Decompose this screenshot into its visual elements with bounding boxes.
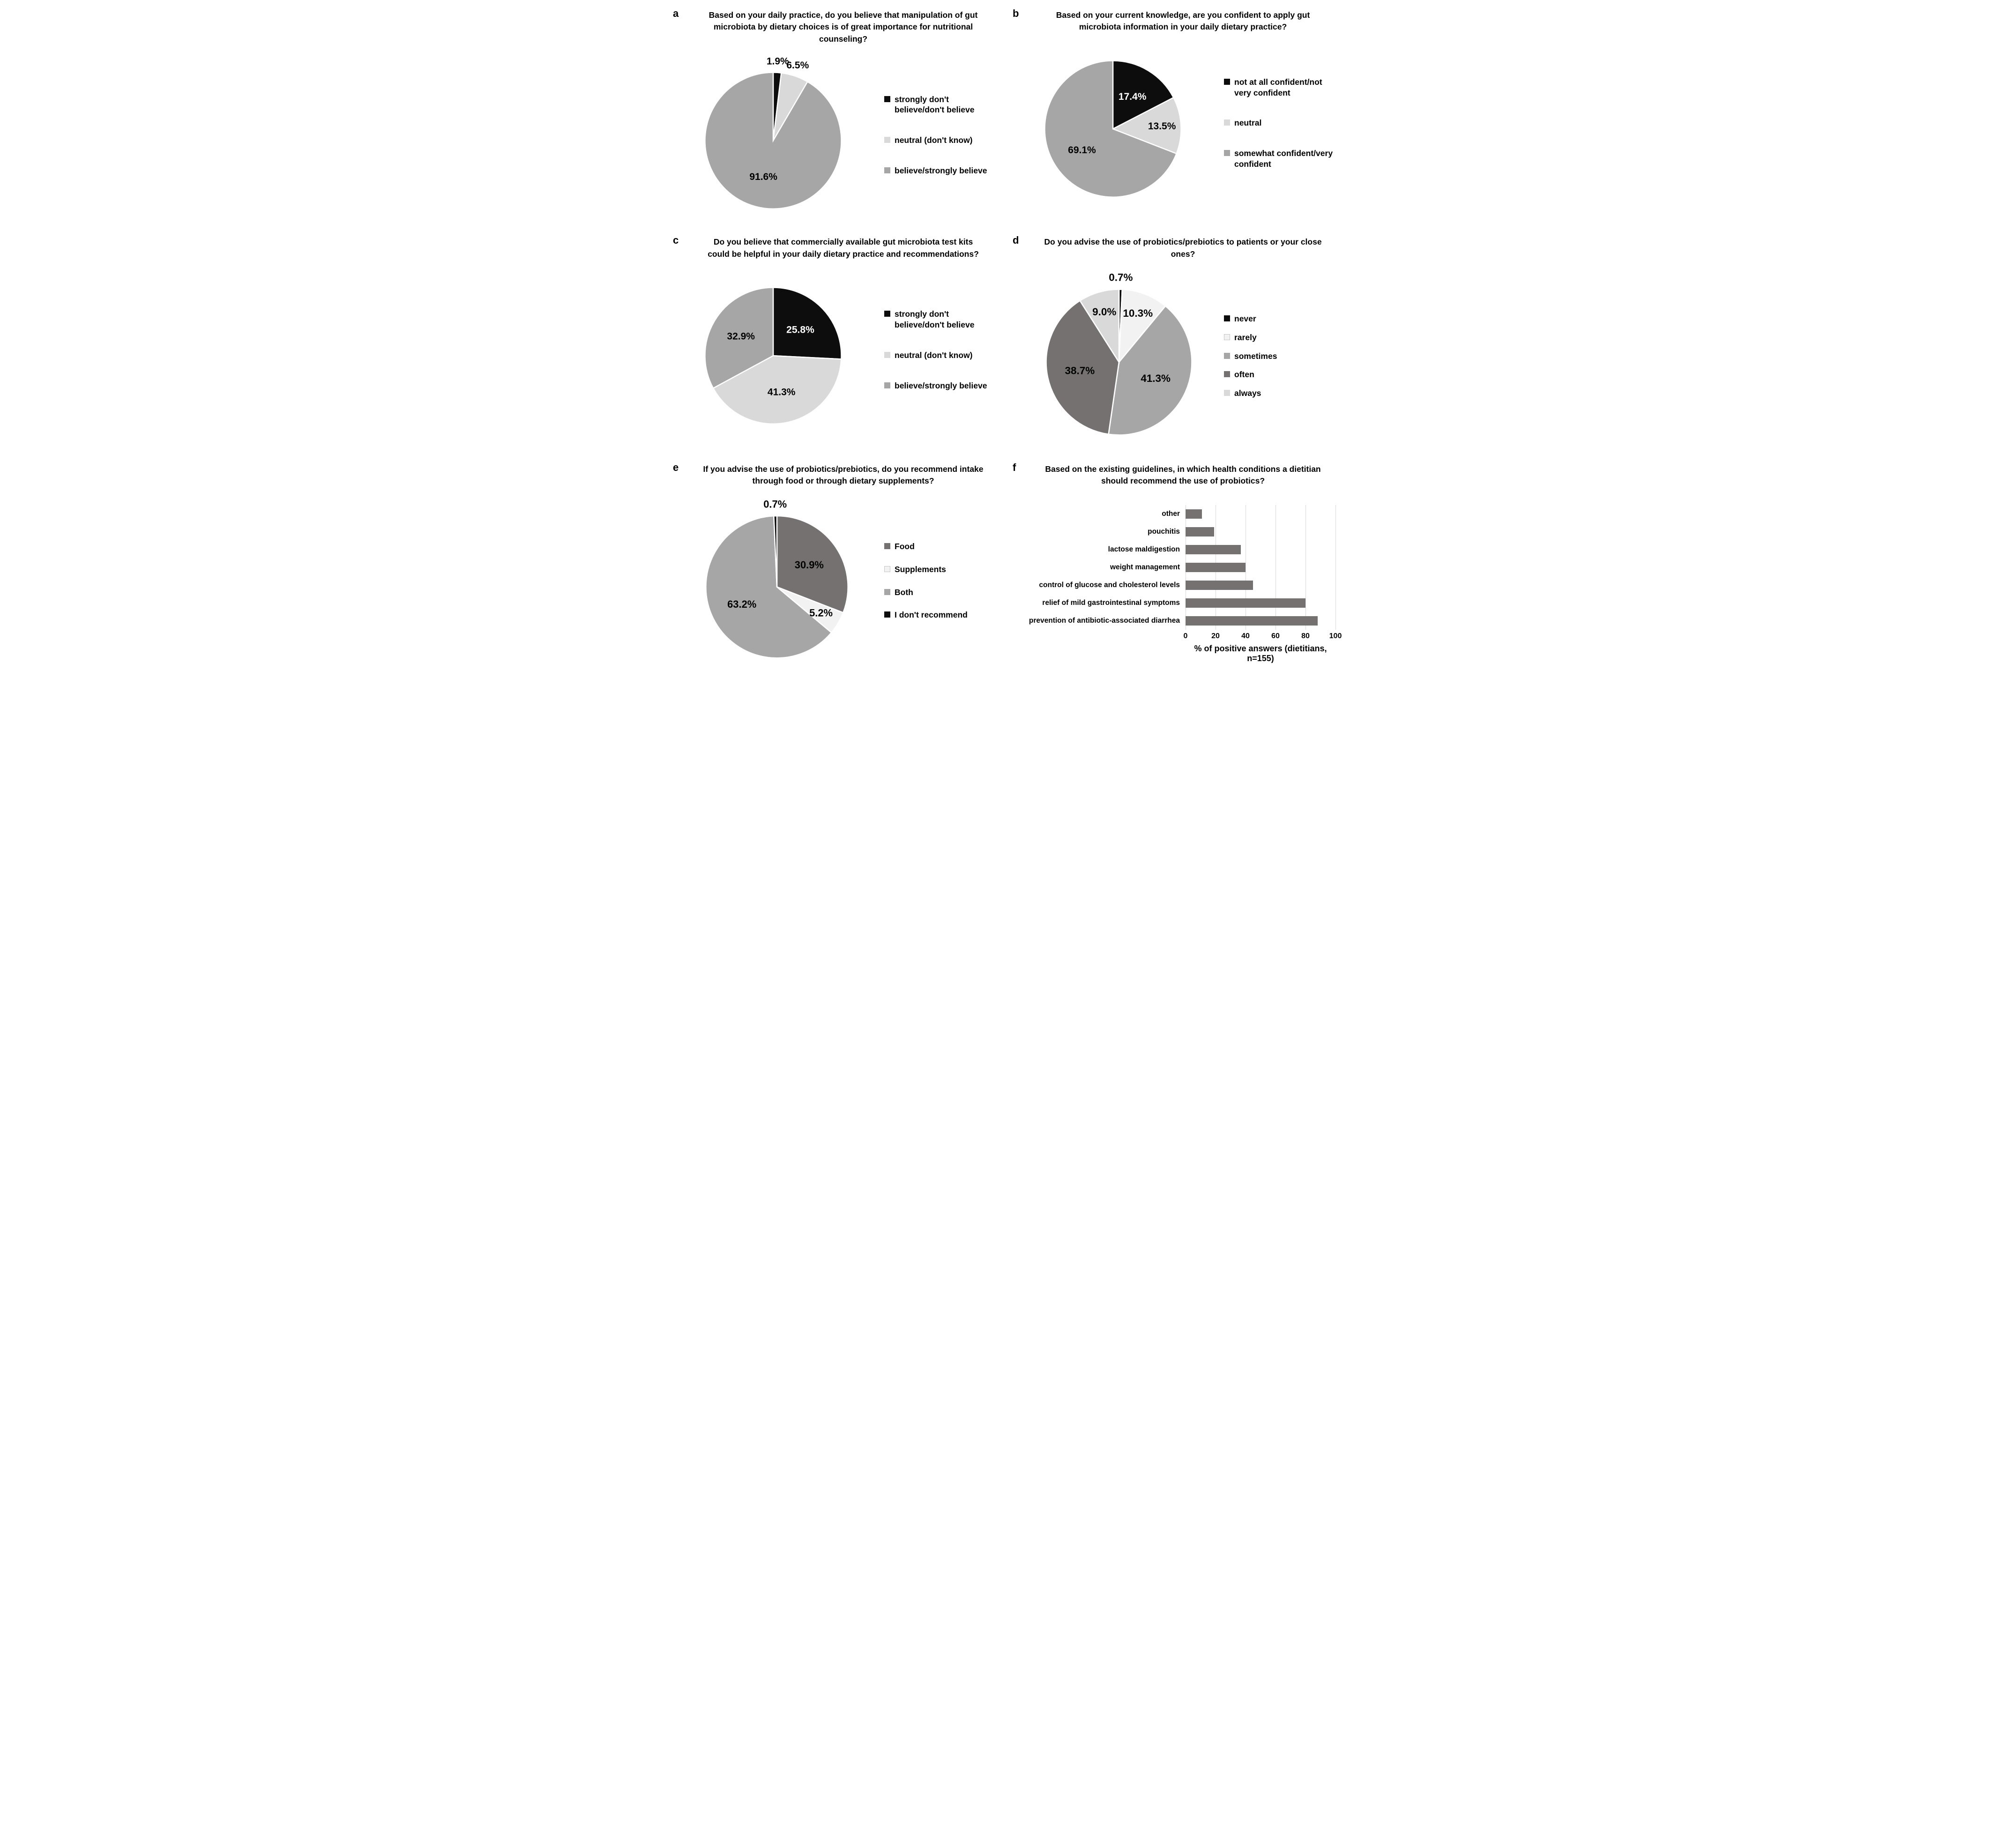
- legend-label: strongly don't believe/don't believe: [895, 94, 975, 115]
- pie-value-label: 41.3%: [1141, 373, 1171, 385]
- legend-label: not at all confident/not very confident: [1234, 77, 1322, 97]
- panel-letter-f: f: [1013, 461, 1016, 473]
- panel-b: [1007, 4, 1347, 224]
- legend-label: never: [1234, 314, 1256, 323]
- gridline: [1335, 505, 1336, 630]
- x-axis-tick-label: 20: [1211, 632, 1220, 640]
- legend-item: [1224, 388, 1338, 399]
- legend-item: [884, 564, 999, 575]
- bar: [1186, 509, 1202, 519]
- bar-track: [1186, 559, 1335, 576]
- pie-a: [686, 46, 860, 224]
- bar-track: [1186, 541, 1335, 559]
- pie-c: [686, 261, 860, 439]
- legend-swatch: [1224, 390, 1230, 396]
- x-axis-tick-label: 40: [1241, 632, 1250, 640]
- pie-slice: [705, 73, 841, 209]
- legend-swatch: [1224, 353, 1230, 359]
- panel-letter-b: b: [1013, 7, 1019, 19]
- bar-plot-area: [1024, 505, 1342, 630]
- pie-value-label: 63.2%: [727, 598, 757, 610]
- legend-item: [1224, 148, 1338, 170]
- legend-d: [1224, 313, 1338, 399]
- legend-swatch: [884, 311, 890, 317]
- panel-content-e: [684, 488, 1002, 674]
- legend-label: always: [1234, 388, 1261, 398]
- panel-title-b: Based on your current knowledge, are you confident to apply gut microbiota information in your daily dietary practice?: [1056, 10, 1310, 32]
- legend-label: neutral (don't know): [895, 135, 973, 145]
- panel-title-a: Based on your daily practice, do you believe that manipulation of gut microbiota by dietary choices is of great importance for nutritional counseling?: [709, 10, 978, 44]
- legend-label: Food: [895, 542, 915, 551]
- pie-chart-d: [1026, 261, 1212, 451]
- legend-swatch: [884, 167, 890, 173]
- pie-value-label: 32.9%: [727, 331, 755, 342]
- pie-e: [686, 488, 868, 674]
- bar-track: [1186, 612, 1335, 630]
- legend-item: [1224, 118, 1338, 128]
- bar-track: [1186, 505, 1335, 523]
- bar: [1186, 545, 1241, 554]
- legend-label: sometimes: [1234, 351, 1277, 361]
- pie-value-label: 13.5%: [1148, 120, 1176, 132]
- panel-title-e: If you advise the use of probiotics/prebiotics, do you recommend intake through food or through dietary supplements?: [703, 464, 984, 486]
- panel-f: [1007, 458, 1347, 674]
- pie-value-label: 9.0%: [1092, 306, 1117, 318]
- pie-value-label: 41.3%: [767, 387, 796, 398]
- bar: [1186, 563, 1246, 572]
- legend-a: [884, 94, 999, 176]
- bar-category-label: relief of mild gastrointestinal symptoms: [1042, 598, 1180, 607]
- panel-content-a: [684, 46, 1002, 224]
- panel-letter-a: a: [673, 7, 679, 19]
- legend-swatch: [884, 96, 890, 102]
- legend-swatch: [1224, 119, 1230, 126]
- pie-chart-a: [686, 46, 860, 224]
- pie-chart-b: [1026, 34, 1200, 212]
- legend-swatch: [1224, 334, 1230, 340]
- legend-item: [1224, 313, 1338, 324]
- legend-label: neutral: [1234, 118, 1262, 128]
- legend-item: [1224, 369, 1338, 380]
- bar-row: [1024, 523, 1342, 541]
- legend-item: [884, 380, 999, 391]
- x-axis-tick-label: 100: [1329, 632, 1342, 640]
- legend-swatch: [884, 589, 890, 595]
- legend-swatch: [1224, 371, 1230, 377]
- legend-swatch: [884, 611, 890, 618]
- panel-letter-c: c: [673, 234, 679, 246]
- bar: [1186, 581, 1253, 590]
- legend-label: Supplements: [895, 564, 946, 574]
- pie-value-label: 38.7%: [1065, 365, 1095, 377]
- legend-item: [884, 309, 999, 330]
- legend-item: [884, 165, 999, 176]
- legend-swatch: [1224, 150, 1230, 156]
- panel-letter-d: d: [1013, 234, 1019, 246]
- pie-value-label: 5.2%: [809, 607, 833, 619]
- x-axis-title: % of positive answers (dietitians, n=155): [1194, 643, 1327, 663]
- legend-swatch: [884, 543, 890, 549]
- bar-chart-f: [1024, 505, 1342, 663]
- panel-title-d: Do you advise the use of probiotics/prebiotics to patients or your close ones?: [1044, 237, 1322, 259]
- bar-row: [1024, 594, 1342, 612]
- pie-value-label: 6.5%: [786, 60, 809, 71]
- legend-item: [884, 135, 999, 146]
- legend-label: I don't recommend: [895, 610, 968, 620]
- bar-row: [1024, 559, 1342, 576]
- legend-item: [1224, 77, 1338, 98]
- pie-value-label: 69.1%: [1068, 144, 1096, 156]
- pie-value-label: 1.9%: [766, 56, 789, 67]
- panel-content-d: [1024, 261, 1342, 451]
- bar-row: [1024, 541, 1342, 559]
- panel-title-f: Based on the existing guidelines, in which health conditions a dietitian should recommend the use of probiotics?: [1045, 464, 1321, 486]
- pie-chart-c: [686, 261, 860, 439]
- pie-value-label: 10.3%: [1123, 307, 1153, 319]
- panel-c: [667, 231, 1007, 451]
- pie-value-label: 17.4%: [1118, 91, 1147, 102]
- pie-value-label: 91.6%: [749, 171, 777, 183]
- legend-label: somewhat confident/very confident: [1234, 149, 1333, 169]
- panel-content-b: [1024, 34, 1342, 212]
- legend-swatch: [884, 382, 890, 388]
- legend-item: [884, 541, 999, 552]
- panel-letter-e: e: [673, 461, 679, 473]
- panel-content-c: [684, 261, 1002, 439]
- legend-item: [884, 610, 999, 620]
- x-axis-tick-label: 80: [1301, 632, 1310, 640]
- bar-category-label: other: [1162, 509, 1180, 518]
- bar-category-label: prevention of antibiotic-associated diarrhea: [1029, 616, 1180, 625]
- pie-value-label: 25.8%: [786, 324, 814, 335]
- bar: [1186, 598, 1305, 608]
- pie-slice: [773, 287, 842, 359]
- legend-swatch: [884, 137, 890, 143]
- bar-track: [1186, 576, 1335, 594]
- panel-e: [667, 458, 1007, 674]
- bar-track: [1186, 523, 1335, 541]
- bar-row: [1024, 576, 1342, 594]
- pie-value-label: 30.9%: [794, 559, 824, 571]
- legend-item: [884, 587, 999, 598]
- panel-title-c: Do you believe that commercially available gut microbiota test kits could be helpful in your daily dietary practice and recommendations?: [708, 237, 979, 259]
- bar: [1186, 527, 1214, 537]
- bar-category-label: pouchitis: [1148, 527, 1180, 536]
- bar-track: [1186, 594, 1335, 612]
- legend-swatch: [884, 352, 890, 358]
- legend-label: Both: [895, 587, 913, 597]
- x-axis: [1183, 630, 1342, 642]
- pie-value-label: 0.7%: [1109, 271, 1133, 283]
- legend-label: strongly don't believe/don't believe: [895, 309, 975, 330]
- panel-a: [667, 4, 1007, 224]
- bar-row: [1024, 505, 1342, 523]
- legend-swatch: [1224, 79, 1230, 85]
- legend-label: believe/strongly believe: [895, 165, 987, 175]
- pie-b: [1026, 34, 1200, 212]
- legend-label: often: [1234, 370, 1254, 380]
- legend-label: neutral (don't know): [895, 350, 973, 360]
- bar-category-label: control of glucose and cholesterol levels: [1039, 581, 1180, 589]
- legend-c: [884, 309, 999, 391]
- legend-item: [884, 94, 999, 116]
- pie-chart-e: [686, 488, 868, 674]
- bar: [1186, 616, 1318, 626]
- legend-item: [884, 350, 999, 361]
- pie-d: [1026, 261, 1212, 451]
- legend-item: [1224, 351, 1338, 362]
- bar-category-label: lactose maldigestion: [1108, 545, 1180, 553]
- x-axis-tick-label: 0: [1183, 632, 1188, 640]
- legend-swatch: [884, 566, 890, 572]
- panel-d: [1007, 231, 1347, 451]
- legend-item: [1224, 332, 1338, 343]
- figure: [667, 0, 1347, 686]
- legend-b: [1224, 77, 1338, 170]
- legend-label: rarely: [1234, 332, 1257, 342]
- bar-row: [1024, 612, 1342, 630]
- legend-e: [884, 541, 999, 620]
- legend-swatch: [1224, 315, 1230, 321]
- legend-label: believe/strongly believe: [895, 380, 987, 390]
- bar-category-label: weight management: [1110, 563, 1180, 571]
- x-axis-tick-label: 60: [1271, 632, 1280, 640]
- pie-value-label: 0.7%: [763, 498, 787, 510]
